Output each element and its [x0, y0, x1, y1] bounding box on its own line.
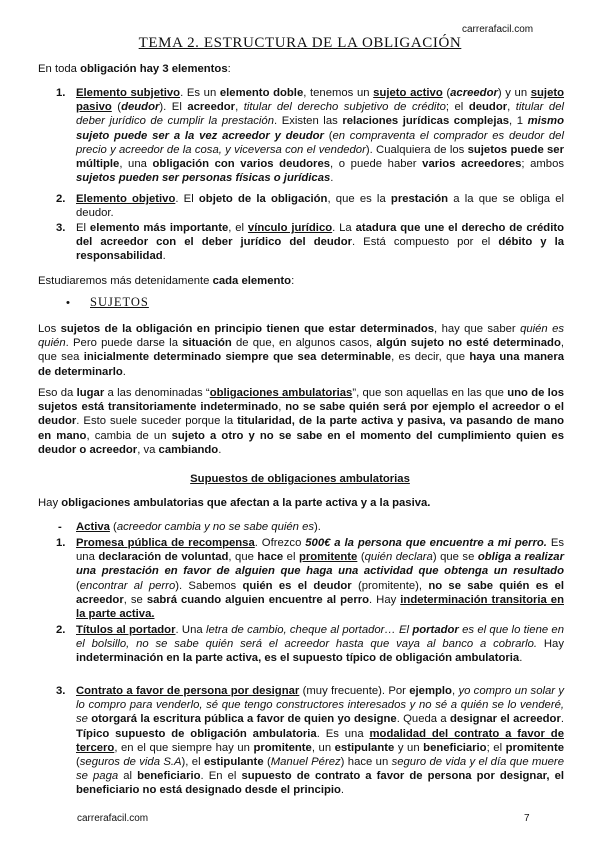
case-1-text: Promesa pública de recompensa. Ofrezco 500€ a la persona que encuentre a mi perro. Es una declaración de voluntad, que hace el promitente (quién declara) que se obliga a realizar una prestación en favor de alguien que haga una actividad que obtenga un resultado (encontrar al perro). Sabemos quién es el deudor (promitente), no se sabe quién es el acreedor, se sabrá cuando alguien encuentre al perro. Hay indeterminación transitoria en la parte activa. — [76, 537, 565, 621]
case-3-text: Contrato a favor de persona por designar (muy frecuente). Por ejemplo, yo compro un solar y lo compro para venderlo, sé que tengo constructores interesados y no sé a quién se lo venderé, se otorgará la escritura pública a favor de quien yo designe. Queda a designar el acreedor. Típico supuesto de obligación ambulatoria. Es una modalidad del contrato a favor de tercero, en el que siempre hay un promitente, un estipulante y un beneficiario; el promitente (seguros de vida S.A), el estipulante (Manuel Pérez) hace un seguro de vida y el día que muere se paga al beneficiario. En el supuesto de contrato a favor de persona por designar, el beneficiario no está designado desde el principio. — [76, 685, 565, 797]
element-1-text: Elemento subjetivo. Es un elemento doble, tenemos un sujeto activo (acreedor) y un sujeto pasivo (deudor). El acreedor, titular del derecho subjetivo de crédito; el deudor, titular del deber jurídico de cumplir la prestación. Existen las relaciones jurídicas complejas, 1 mismo sujeto puede ser a la vez acreedor y deudor (en compraventa el comprador es deudor del precio y acreedor de la cosa, y viceversa con el vendedor). Cualquiera de los sujetos puede ser múltiple, una obligación con varios deudores, o puede haber varios acreedores; ambos sujetos pueden ser personas físicas o jurídicas. — [76, 87, 565, 185]
case-2-number: 2. — [56, 624, 66, 636]
element-1-number: 1. — [56, 87, 66, 99]
paragraph-sujetos: Los sujetos de la obligación en principio tienen que estar determinados, hay que saber quién es quién. Pero puede darse la situación de que, en algunos casos, algún sujeto no esté determinado, que sea inicialmente determinado siempre que sea determinable, es decir, que haya una manera de determinarlo. — [38, 323, 565, 378]
page-title: TEMA 2. ESTRUCTURA DE LA OBLIGACIÓN — [138, 35, 462, 51]
subheading: Supuestos de obligaciones ambulatorias — [190, 473, 410, 485]
hay-line: Hay obligaciones ambulatorias que afectan a la parte activa y a la pasiva. — [38, 497, 431, 509]
section-bullet: • — [66, 297, 70, 309]
activa-line: Activa (acreedor cambia y no se sabe quién es). — [76, 521, 321, 533]
case-2-text: Títulos al portador. Una letra de cambio, cheque al portador… El portador es el que lo tiene en el bolsillo, no se sabe quién será el acreedor hasta que vaya al banco a cobrarlo. Hay indeterminación en la parte activa, es el supuesto típico de obligación ambulatoria. — [76, 624, 564, 665]
case-3-number: 3. — [56, 685, 66, 697]
element-3-number: 3. — [56, 222, 66, 234]
element-2-number: 2. — [56, 193, 66, 205]
element-2-text: Elemento objetivo. El objeto de la obligación, que es la prestación a la que se obliga el deudor. — [76, 193, 564, 220]
study-line: Estudiaremos más detenidamente cada elemento: — [38, 275, 295, 287]
paragraph-ambulatorias: Eso da lugar a las denominadas “obligaciones ambulatorias”, que son aquellas en las que uno de los sujetos está transitoriamente indeterminado, no se sabe quién será por ejemplo el acreedor o el deudor. Esto suele suceder porque la titularidad, de la parte activa y pasiva, va pasando de mano en mano, cambia de un sujeto a otro y no se sabe en el momento del cumplimiento quien es deudor o acreedor, va cambiando. — [38, 387, 565, 456]
case-1-number: 1. — [56, 537, 66, 549]
activa-dash: - — [58, 521, 62, 533]
page-number: 7 — [524, 813, 530, 824]
intro-line: En toda obligación hay 3 elementos: — [38, 63, 231, 75]
footer-site: carrerafacil.com — [77, 813, 149, 824]
element-3-text: El elemento más importante, el vínculo jurídico. La atadura que une el derecho de crédito del acreedor con el deber jurídico del deudor. Está compuesto por el débito y la responsabilidad. — [76, 222, 565, 263]
header-site: carrerafacil.com — [462, 24, 534, 35]
section-heading: SUJETOS — [90, 295, 149, 309]
